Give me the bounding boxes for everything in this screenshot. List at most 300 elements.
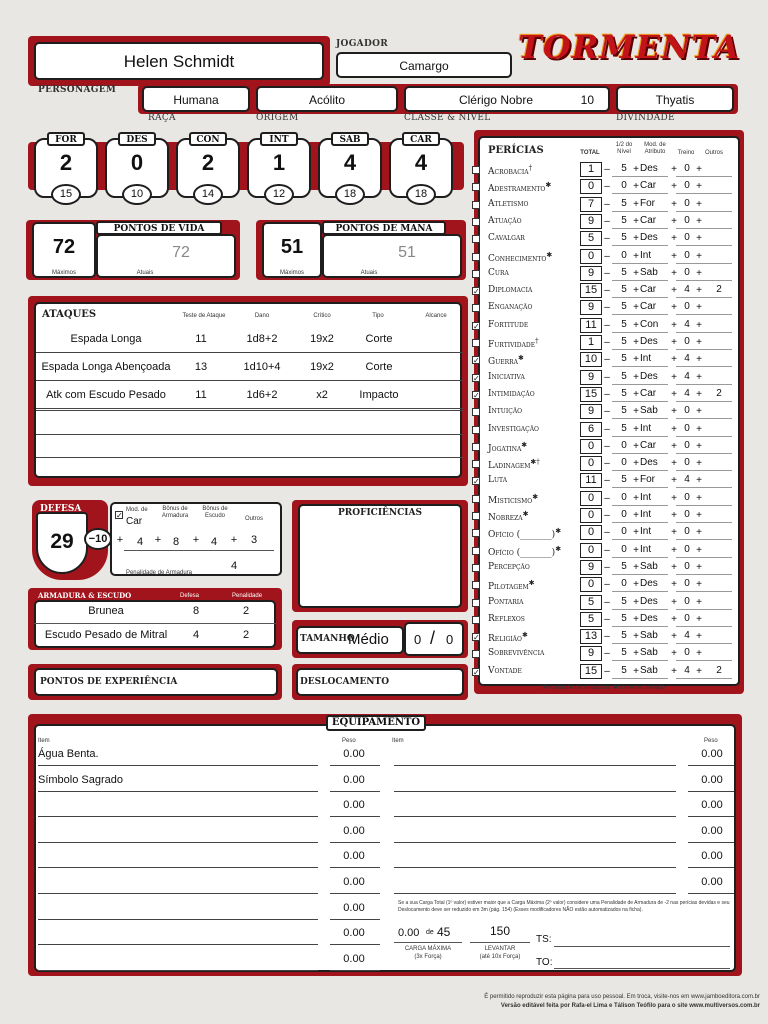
skills-half-label: 1/2 do Nível [615,142,633,155]
skill-trained-checkbox[interactable]: ✓ [473,633,480,643]
skill-others[interactable]: 2 [716,664,722,676]
skill-half-level: 5 [621,630,627,642]
plus-sign: + [633,613,639,625]
attack-test[interactable]: 11 [195,333,207,345]
mp-current: 51 [398,244,416,261]
lift-value[interactable]: 150 [489,924,511,938]
carry-current[interactable]: 0.00 [398,927,420,939]
hp-current-label: Atuais [136,270,154,276]
equipment-line [688,893,734,894]
skill-mark: ✱ [555,527,562,536]
skill-total: 11 [580,473,602,488]
equipment-item[interactable]: Água Benta. [38,748,99,760]
skill-attribute[interactable]: Des [640,595,658,607]
skill-name-label: Percepção [488,561,530,572]
ts-line [554,946,730,947]
skill-attribute[interactable]: Des [640,232,658,244]
skill-row-line [612,211,668,212]
skill-trained-checkbox[interactable] [472,460,480,468]
skill-trained-checkbox[interactable] [472,235,480,243]
skill-attribute[interactable]: Car [640,214,657,226]
skill-attribute[interactable]: Car [640,180,657,192]
attack-name[interactable]: Espada Longa [70,333,142,345]
attribute-value[interactable]: 12 [264,184,294,205]
attack-critical[interactable]: 19x2 [310,361,334,373]
equipment-weight[interactable]: 0.00 [343,901,365,914]
skill-trained-checkbox[interactable] [472,166,480,174]
skill-trained-checkbox[interactable] [472,495,480,503]
footer-line-1: É permitido reproduzir esta página para uso pessoal. Em troca, visite-nos em www.jamboeditora.com.br [484,994,760,1000]
skill-name-label: Atletismo [488,198,529,209]
plus-sign: + [696,215,702,227]
skill-attribute[interactable]: Sab [640,266,658,278]
defense-others[interactable]: 3 [250,534,258,546]
size-label: TAMANHO [300,634,355,644]
skill-attribute[interactable]: Car [640,284,657,296]
plus-sign: + [671,267,677,279]
armor-penalty[interactable]: 2 [242,605,250,617]
armor-defense[interactable]: 8 [192,605,200,617]
skill-row-line [612,297,668,298]
defense-attr: Car [126,516,143,527]
attribute-modifier[interactable]: 1 [272,150,286,175]
skill-attribute[interactable]: For [640,474,655,486]
minus-sign: – [604,354,610,366]
plus-sign: + [671,337,677,348]
skill-attribute[interactable]: Int [640,509,652,520]
origin-field[interactable] [256,86,398,112]
plus-sign: + [633,354,639,366]
skill-training: 0 [684,197,690,209]
class-field[interactable] [404,86,610,112]
attribute-modifier[interactable]: 2 [201,150,215,175]
plus-sign: + [671,475,677,487]
skill-total: 15 [580,664,602,679]
plus-sign: + [671,371,677,383]
defense-mod[interactable]: 4 [136,536,144,548]
skill-name-label: Guerra [488,357,518,368]
plus-sign: + [633,250,639,262]
attack-type[interactable]: Corte [365,361,393,373]
skill-row-line [676,245,732,246]
skill-name-label: Religião [488,634,522,645]
skill-half-level: 5 [621,370,627,382]
plus-sign: + [633,319,639,331]
plus-sign: + [633,527,639,539]
mp-max-box[interactable] [262,222,322,278]
carry-max[interactable]: 45 [437,925,451,939]
armor-defense[interactable]: 4 [192,629,200,641]
skill-row-line [612,522,668,523]
skill-total: 9 [580,404,602,419]
attack-critical[interactable]: 19x2 [310,333,334,345]
skill-trained-checkbox[interactable]: ✓ [473,667,480,677]
skill-trained-checkbox[interactable] [472,218,480,226]
equipment-weight[interactable]: 0.00 [343,927,365,940]
size-mod-a[interactable]: 0 [414,632,422,647]
plus-sign: + [696,250,702,262]
skill-attribute[interactable]: Sab [640,630,658,642]
plus-sign: + [696,544,702,556]
defense-base: −10 [84,528,112,550]
skill-half-level: 5 [621,405,627,417]
equipment-item[interactable]: Símbolo Sagrado [38,773,123,786]
hp-max-box[interactable] [32,222,96,278]
skill-name-label: Conhecimento [488,253,547,264]
plus-sign: + [671,458,677,470]
equipment-weight[interactable]: 0.00 [701,850,723,863]
skill-training: 0 [684,249,690,261]
skill-attribute[interactable]: Des [640,612,658,624]
defense-value: 29 [50,530,74,553]
attack-damage[interactable]: 1d8+2 [246,333,278,345]
skill-name-label: Luta [488,475,508,486]
attack-name[interactable]: Atk com Escudo Pesado [46,389,166,401]
size-mod-b[interactable]: 0 [446,632,454,647]
skill-row-line [612,470,668,471]
equipment-weight[interactable]: 0.00 [701,876,723,888]
attribute-value[interactable]: 18 [406,184,436,205]
attribute-modifier[interactable]: 0 [130,150,144,175]
skill-attribute[interactable]: Int [640,353,652,365]
skill-attribute[interactable]: Con [640,318,659,330]
skill-name-label: Diplomacia [488,285,533,296]
attribute-modifier[interactable]: 4 [343,150,357,175]
attack-test[interactable]: 11 [195,389,207,401]
skill-trained-checkbox[interactable] [472,304,480,312]
plus-sign: + [696,596,702,608]
skill-training: 0 [684,266,690,278]
skill-training: 0 [684,422,690,434]
equipment-weight[interactable]: 0.00 [343,850,365,863]
equipment-weight[interactable]: 0.00 [701,824,723,837]
skill-half-level: 0 [621,249,627,261]
skill-name [488,216,522,226]
skill-attribute[interactable]: Des [640,336,658,347]
attack-row-line [36,457,464,458]
skill-name [488,631,528,644]
skill-half-level: 0 [621,180,627,192]
equipment-weight[interactable]: 0.00 [343,799,365,812]
minus-sign: – [604,458,610,470]
skill-trained-checkbox[interactable]: ✓ [473,356,480,366]
skill-trained-checkbox[interactable] [472,201,480,209]
skill-total: 6 [580,422,602,437]
equipment-line [330,893,380,894]
footer-line-2: Versão editável feita por Rafa-el Lima e Tálison Teófilo para o site www.multiversos.com.br [500,1003,760,1009]
equip-weight-label-left: Peso [342,738,356,744]
armor-penalty[interactable]: 2 [242,629,250,641]
skill-training: 0 [684,214,690,226]
skill-attribute[interactable]: Car [640,387,657,399]
equipment-line [688,791,734,792]
skill-row-line [612,349,668,350]
skill-name [488,164,532,177]
attack-damage[interactable]: 1d6+2 [246,389,278,401]
skill-name [488,181,551,194]
size-value[interactable]: Médio [348,631,389,648]
minus-sign: – [604,527,610,539]
skill-training: 4 [684,353,690,365]
skill-row-line [676,487,732,488]
equipment-weight[interactable]: 0.00 [701,773,723,786]
plus-sign: + [671,613,677,625]
skill-name [488,251,552,264]
skill-row-line [612,487,668,488]
skill-total: 9 [580,214,602,229]
skill-trained-checkbox[interactable] [472,650,480,658]
plus-sign: + [633,440,639,452]
skill-trained-checkbox[interactable]: ✓ [473,373,480,383]
skill-name-label: Pontaria [488,596,524,607]
skill-others[interactable]: 2 [716,284,722,296]
minus-sign: – [604,215,610,227]
skill-name [488,475,507,485]
skill-row-line [676,609,732,610]
skill-half-level: 5 [621,214,627,226]
attack-test[interactable]: 13 [194,361,208,373]
skill-trained-checkbox[interactable]: ✓ [473,287,480,297]
skill-trained-checkbox[interactable] [472,581,480,589]
skill-trained-checkbox[interactable] [472,564,480,572]
plus-sign: + [633,492,639,504]
defense-armor[interactable]: 8 [172,536,180,548]
armor-penalty-label: Penalidade de Armadura [125,570,193,576]
skill-attribute[interactable]: Int [640,526,652,538]
attribute-modifier[interactable]: 2 [59,150,73,175]
equipment-weight[interactable]: 0.00 [343,748,365,760]
minus-sign: – [604,198,610,210]
attack-type[interactable]: Impacto [359,389,399,401]
plus-sign: + [633,181,639,193]
armor-penalty[interactable]: 4 [230,560,238,572]
class-value: Clérigo Nobre [458,93,534,107]
attack-critical[interactable]: x2 [316,389,328,401]
defense-attr-checkbox[interactable]: ✓ [116,511,123,520]
skill-name [488,337,539,350]
skill-attribute[interactable]: Sab [640,405,658,417]
skill-trained-checkbox[interactable]: ✓ [473,477,480,487]
skill-attribute[interactable]: Int [640,422,652,434]
skill-name-label: Pilotagem [488,582,529,593]
skill-half-level: 5 [621,232,627,244]
skill-others[interactable]: 2 [716,387,722,399]
armor-name[interactable]: Brunea [88,605,124,617]
attribute-value[interactable]: 18 [335,184,365,205]
skill-trained-checkbox[interactable] [472,547,480,555]
skill-total: 9 [580,266,602,281]
skill-trained-checkbox[interactable] [472,512,480,520]
skill-attribute[interactable]: Int [640,543,652,555]
skill-total: 9 [580,560,602,575]
equipment-line [330,944,380,945]
skill-attribute[interactable]: Sab [640,560,658,572]
attack-row-line [36,410,464,411]
plus-sign: + [671,406,677,418]
skill-name [488,545,561,558]
skill-trained-checkbox[interactable] [472,408,480,416]
attack-name[interactable]: Espada Longa Abençoada [41,361,171,373]
skill-training: 0 [684,526,690,538]
skill-row-line [676,539,732,540]
equipment-line [330,842,380,843]
skill-trained-checkbox[interactable] [472,599,480,607]
attribute-modifier[interactable]: 4 [414,150,428,175]
skill-mark: ✱ [521,631,528,640]
minus-sign: – [604,406,610,418]
skill-trained-checkbox[interactable] [472,616,480,624]
plus-sign: + [696,164,702,175]
defense-label: DEFESA [40,504,82,514]
race-field[interactable] [142,86,250,112]
skill-name-label: Ladinagem [488,461,531,472]
skill-attribute[interactable]: Sab [640,664,658,676]
skill-name-label: Adestramento [488,184,546,195]
minus-sign: – [604,371,610,383]
skill-mark: ✱ [545,181,552,190]
plus-sign: + [633,648,639,660]
skill-row-line [676,557,732,558]
skill-trained-checkbox[interactable]: ✓ [473,321,480,331]
skill-name-label: Cura [488,267,509,278]
hp-current-box[interactable] [96,234,236,278]
skill-attribute[interactable]: Car [640,439,657,451]
plus-sign: + [696,665,702,677]
plus-sign: + [696,388,702,400]
skill-total: 5 [580,612,602,627]
skill-row-line [676,453,732,454]
skill-row-line [612,366,668,367]
skill-half-level: 5 [621,284,627,296]
equip-item-label-right: Item [392,738,404,744]
skill-training: 0 [684,301,690,313]
plus-sign: + [671,250,677,262]
lift-label: LEVANTAR [484,946,516,952]
player-field[interactable] [336,52,512,78]
equipment-line [38,816,318,817]
to-line [554,968,730,969]
skill-row-line [676,626,732,627]
armor-name[interactable]: Escudo Pesado de Mitral [44,629,168,641]
level-value: 10 [580,93,594,107]
skill-attribute[interactable]: Des [640,370,658,382]
skill-attribute[interactable]: Des [640,163,658,174]
size-mods [404,622,464,656]
minus-sign: – [604,561,610,573]
race-label: RAÇA [148,113,176,123]
skill-trained-checkbox[interactable] [472,253,480,261]
attribute-value[interactable]: 15 [51,184,81,205]
skill-name [488,458,540,471]
skill-trained-checkbox[interactable] [472,443,480,451]
defense-shield-label: Bônus de Escudo [202,506,228,519]
skill-name-label: Enganação [488,302,533,313]
skill-total: 0 [580,577,602,592]
skill-name-label: Cavalgar [488,233,525,244]
skill-trained-checkbox[interactable] [472,529,480,537]
plus-sign: + [633,388,639,400]
skill-attribute[interactable]: For [640,197,655,209]
skill-half-level: 0 [621,509,627,520]
skill-mark: ✱ [521,440,528,449]
attack-damage[interactable]: 1d10+4 [243,361,281,373]
skill-attribute[interactable]: Int [640,249,652,261]
skill-attribute[interactable]: Des [640,457,658,469]
skill-row-line [676,366,732,367]
skill-name-label: Nobreza [488,513,523,523]
equipment-weight[interactable]: 0.00 [701,748,723,760]
skill-attribute[interactable]: Int [640,491,652,503]
skill-attribute[interactable]: Sab [640,647,658,659]
skills-title: PERÍCIAS [488,145,544,156]
defense-shield-bonus[interactable]: 4 [210,536,218,548]
equipment-weight[interactable]: 0.00 [343,876,365,888]
skill-total: 5 [580,231,602,246]
skill-training: 0 [684,509,690,520]
skill-name [488,199,528,209]
skill-row-line [676,193,732,194]
skill-trained-checkbox[interactable] [472,183,480,191]
plus-sign: + [633,561,639,573]
skill-row-line [676,522,732,523]
divinity-field[interactable] [616,86,734,112]
plus-sign: + [671,319,677,331]
plus-sign: + [696,354,702,366]
skill-attribute[interactable]: Des [640,578,658,590]
armor-def-label: Defesa [180,593,200,599]
proficiencies-panel[interactable] [298,504,462,608]
skill-total: 9 [580,300,602,315]
skill-row-line [612,228,668,229]
minus-sign: – [604,579,610,591]
plus-sign: + [633,510,639,521]
skill-name [488,579,535,592]
skill-name-label: Misticismo [488,495,533,506]
mp-current-label: Atuais [360,270,378,276]
skill-training: 0 [684,578,690,590]
equipment-weight[interactable]: 0.00 [343,824,365,837]
attribute-value[interactable]: 10 [122,184,152,205]
skill-trained-checkbox[interactable]: ✓ [473,390,480,400]
equipment-weight[interactable]: 0.00 [343,773,365,786]
equipment-weight[interactable]: 0.00 [343,952,365,965]
skill-half-level: 5 [621,387,627,399]
character-name-field[interactable] [34,42,324,80]
equipment-weight[interactable]: 0.00 [701,799,723,812]
carry-sub: (3x Força) [414,954,442,960]
skill-name-label: Acrobacia [488,167,529,177]
skill-trained-checkbox[interactable] [472,426,480,434]
skill-name [488,320,528,330]
plus-sign: + [671,631,677,643]
skill-name [488,354,524,367]
minus-sign: – [604,631,610,643]
skill-name [488,233,525,243]
attribute-value[interactable]: 14 [193,184,223,205]
minus-sign: – [604,164,610,175]
to-label: TO: [536,957,553,968]
skill-trained-checkbox[interactable] [472,339,480,347]
skill-row-line [612,557,668,558]
plus-sign: + [671,527,677,539]
attribute-name: CAR [402,132,440,146]
minus-sign: – [604,440,610,452]
plus-sign: + [696,440,702,452]
skill-trained-checkbox[interactable] [472,270,480,278]
attack-type[interactable]: Corte [365,333,393,345]
mp-current-box[interactable] [322,234,462,278]
skill-attribute[interactable]: Car [640,301,657,313]
